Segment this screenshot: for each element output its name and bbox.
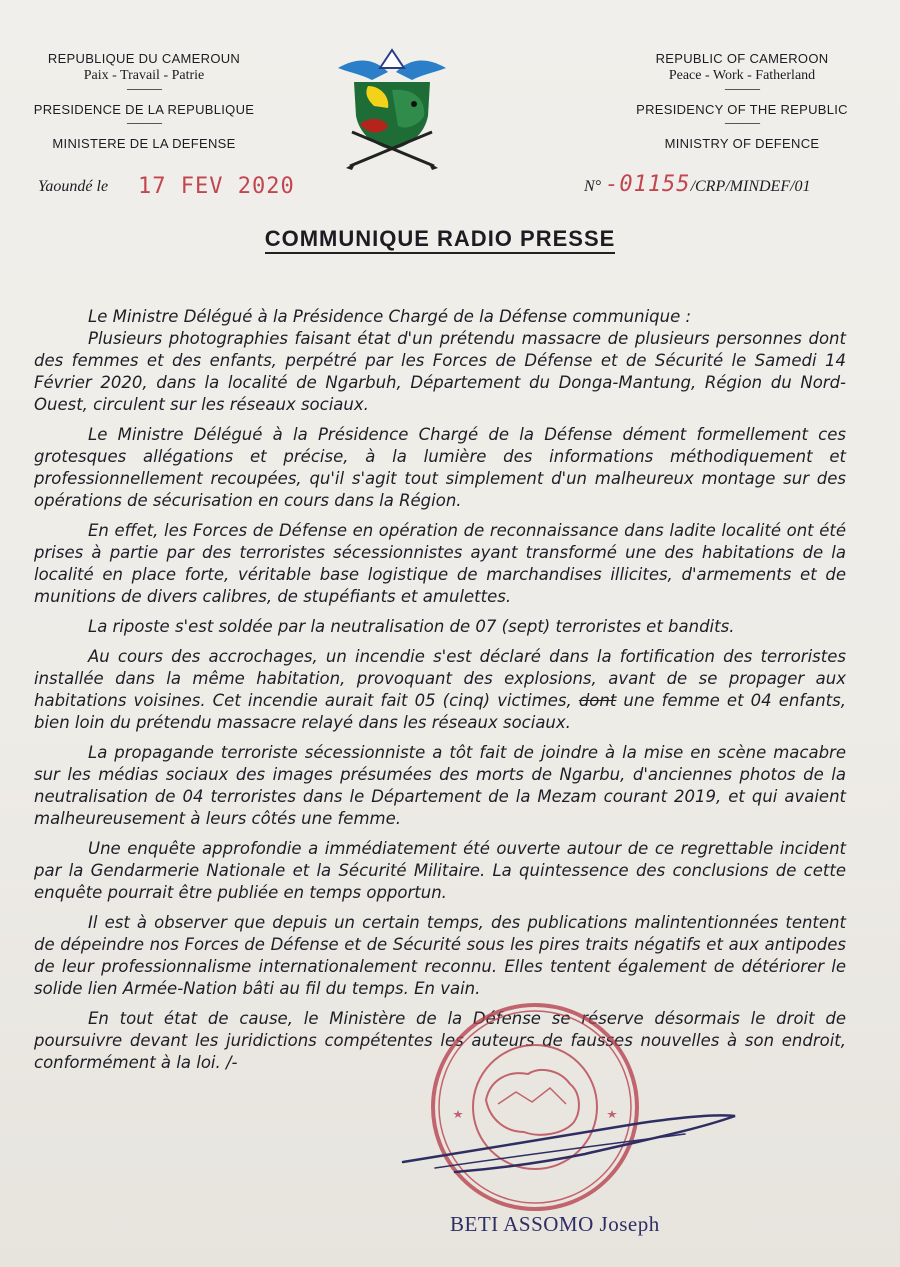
handwritten-signature: [395, 1110, 755, 1180]
place-label: Yaoundé le: [38, 178, 109, 195]
struck-word: dont: [578, 691, 617, 710]
motto-en: Peace - Work - Fatherland: [668, 68, 816, 83]
reference-stamp: -01155: [605, 172, 691, 197]
motto-fr: Paix - Travail - Patrie: [83, 68, 205, 83]
office-fr: PRESIDENCE DE LA REPUBLIQUE: [33, 102, 255, 117]
country-name-fr: REPUBLIQUE DU CAMEROUN: [47, 51, 241, 66]
header-left: [14, 50, 274, 152]
paragraph: Le Ministre Délégué à la Présidence Chargé de la Défense dément formellement ces grotesques allégations et précise, à la lumière des informations méthodiquement et professionnellement recoupées, qu'il s'agit tout simplement d'un malheureux montage sur des opérations de sécurisation en cours dans la Région.: [34, 425, 846, 510]
paragraph: Il est à observer que depuis un certain temps, des publications malintentionnées tentent de dépeindre nos Forces de Défense et de Sécurité sous les pires traits négatifs et aux antipodes de leur professionnalisme internationalement reconnu. Elles tentent également de détériorer le solide lien Armée-Nation bâti au fil du temps. En vain.: [34, 913, 846, 998]
paragraph: En tout état de cause, le Ministère de la Défense se réserve désormais le droit de poursuivre devant les juridictions compétentes les auteurs de fausses nouvelles à son endroit, conformément à la loi. /-: [34, 1009, 846, 1072]
paragraph: Plusieurs photographies faisant état d'un prétendu massacre de plusieurs personnes dont des femmes et des enfants, perpétré par les Forces de Défense et de Sécurité le Samedi 14 Février 2020, dans la localité de Ngarbuh, Département du Donga-Mantung, Région du Nord-Ouest, circulent sur les réseaux sociaux.: [34, 329, 846, 414]
document-title: [0, 226, 880, 252]
title-text: COMMUNIQUE RADIO PRESSE: [265, 226, 616, 254]
separator: ---------------: [126, 118, 162, 129]
reference-prefix: N°: [584, 178, 602, 195]
country-name-en: REPUBLIC OF CAMEROON: [655, 51, 829, 66]
paragraph: La riposte s'est soldée par la neutralisation de 07 (sept) terroristes et bandits.: [88, 617, 735, 636]
separator: ---------------: [126, 84, 162, 95]
paragraph: La propagande terroriste sécessionniste a tôt fait de joindre à la mise en scène macabre sur les médias sociaux des images présumées des morts de Ngarbu, d'anciennes photos de la neutralisation de 04 terroristes dans le Département de la Mezam courant 2019, et qui avaient malheureusement à leurs côtés une femme.: [34, 743, 846, 828]
reference-suffix: /CRP/MINDEF/01: [690, 178, 811, 195]
header-right: [612, 50, 872, 152]
ministry-en: MINISTRY OF DEFENCE: [664, 136, 820, 151]
paragraph: [34, 646, 846, 734]
reference-number: [584, 172, 811, 197]
communique-body: [34, 306, 846, 1082]
date-stamp: 17 FEV 2020: [138, 174, 295, 199]
paragraph: Le Ministre Délégué à la Présidence Chargé de la Défense communique :: [88, 307, 692, 326]
paragraph: En effet, les Forces de Défense en opération de reconnaissance dans ladite localité ont été prises à partie par des terroristes sécessionnistes ayant transformé une des habitations de la localité en place forte, véritable base logistique de marchandises illicites, d'armements et de munitions de divers calibres, de stupéfiants et amulettes.: [34, 521, 846, 606]
separator: ---------------: [724, 118, 760, 129]
official-seal-stamp: [428, 1000, 643, 1215]
signatory-name: BETI ASSOMO Joseph: [450, 1212, 660, 1236]
ministry-fr: MINISTERE DE LA DEFENSE: [52, 136, 236, 151]
paragraph: Une enquête approfondie a immédiatement été ouverte autour de ce regrettable incident par la Gendarmerie Nationale et la Sécurité Militaire. La quintessence des conclusions de cette enquête pourrait être publiée en temps opportun.: [34, 839, 846, 902]
coat-of-arms-emblem: [332, 46, 452, 171]
paragraph-text: une femme et 04 enfants, bien loin du prétendu massacre relayé dans les réseaux sociaux.: [34, 691, 846, 732]
paragraph-text: Au cours des accrochages, un incendie s'est déclaré dans la fortification des terroristes installée dans la même habitation, provoquant des explosions, avant de se propager aux habitations voisines. Cet incendie aurait fait 05 (cinq) victimes,: [34, 647, 846, 710]
separator: ---------------: [724, 84, 760, 95]
office-en: PRESIDENCY OF THE REPUBLIC: [636, 102, 848, 117]
